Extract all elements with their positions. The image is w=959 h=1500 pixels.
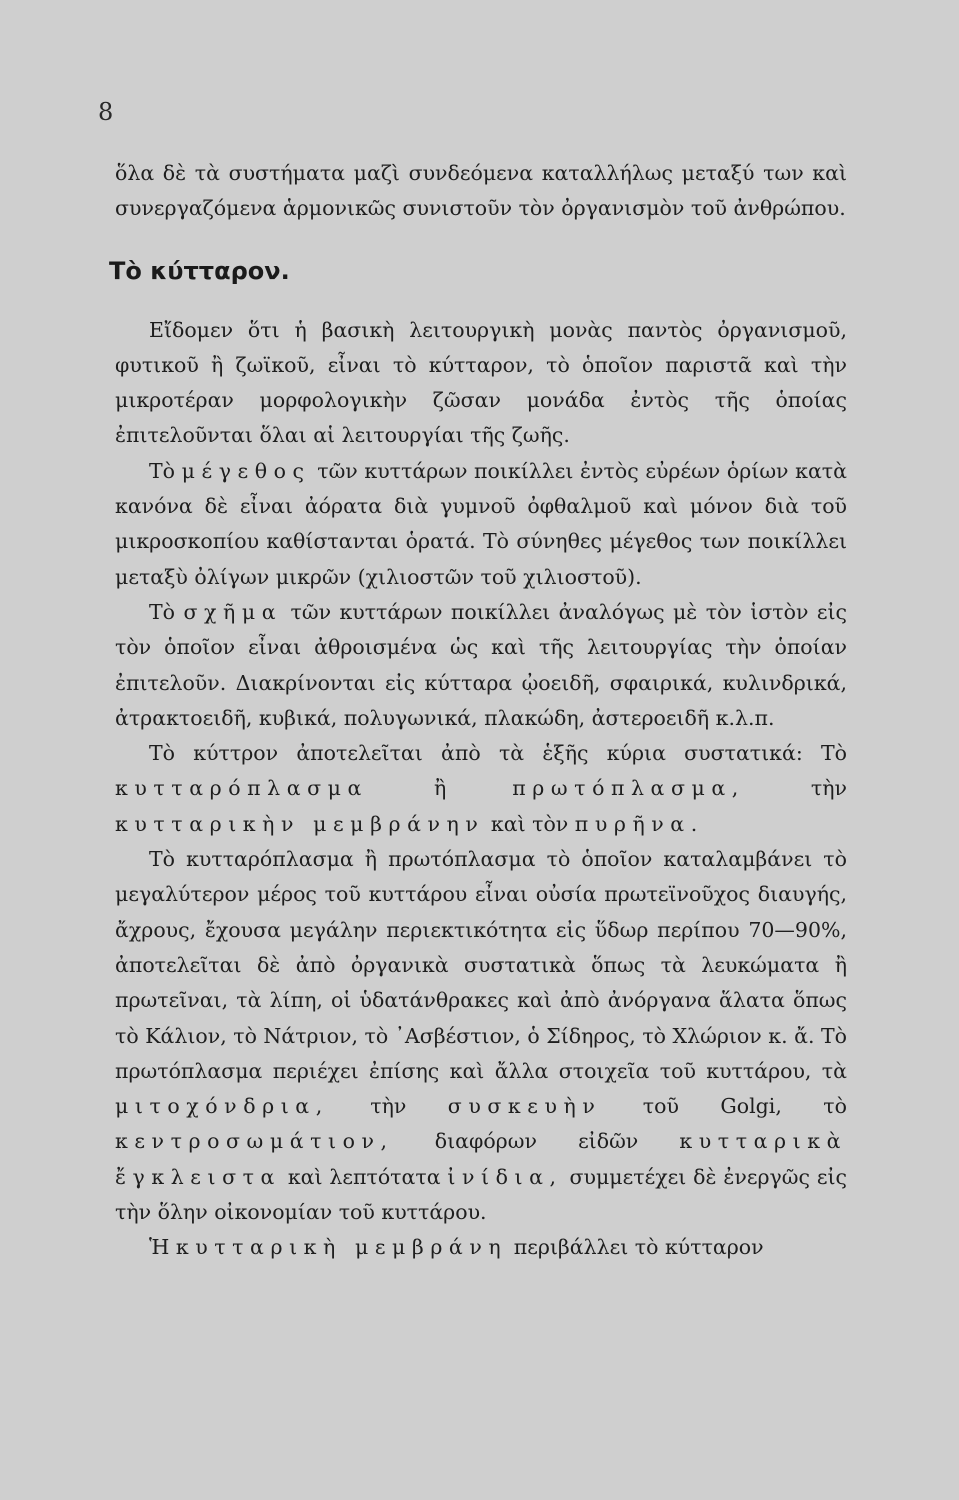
spaced-term-mitochondria: μιτοχόνδρια, [115, 1094, 329, 1119]
paragraph-cytoplasm [115, 842, 847, 1230]
spaced-term-apparatus: συσκευὴν [447, 1094, 602, 1119]
paragraph-cell-components [115, 736, 847, 842]
text-span: Τὸ κυτταρόπλασμα ἢ πρωτόπλασμα τὸ ὁποῖον καταλαμβάνει τὸ μεγαλύτερον μέρος τοῦ κυττάρου εἶναι οὐσία πρωτεϊνοῦχος διαυγής, ἄχρους, ἔχουσα μεγάλην περιεκτικότητα εἰς ὕδωρ περίπου 70—90%, ἀποτελεῖται δὲ ἀπὸ ὀργανικὰ συστατικὰ ὅπως τὰ λευκώματα ἢ πρωτεῖναι, τὰ λίπη, οἱ ὑδατάνθρακες καὶ ἀπὸ ἀνόργανα ἅλατα ὅπως τὸ Κάλιον, τὸ Νάτριον, τὸ ᾿Ασβέστιον, ὁ Σίδηρος, τὸ Χλώριον κ. ἄ. Τὸ πρωτόπλασμα περιέχει ἐπίσης καὶ ἄλλα στοιχεῖα τοῦ κυττάρου, τὰ [115, 847, 847, 1083]
text-span: καὶ λεπτότατα [280, 1164, 448, 1189]
spaced-term-membrane: κυτταρικὴν μεμβράνην [115, 811, 485, 836]
body-text [109, 156, 847, 1266]
text-span: καὶ τὸν [484, 811, 575, 836]
page-number: 8 [98, 98, 114, 126]
text-span: συμμετέχει δὲ ἐνεργῶς εἰς τὴν ὅλην οἰκονομίαν τοῦ κυττάρου. [115, 1164, 847, 1225]
text-span: Τὸ κύττρον ἀποτελεῖται ἀπὸ τὰ ἑξῆς κύρια συστατικά: Τὸ [149, 741, 847, 766]
paragraph-cell-membrane [115, 1230, 847, 1265]
spaced-term-cytoplasm: κυτταρόπλασμα [115, 776, 368, 801]
text-span: διαφόρων εἰδῶν [393, 1129, 680, 1154]
text-span: Τὸ [149, 599, 184, 624]
section-heading: Τὸ κύτταρον. [109, 256, 290, 285]
spaced-term-inclusions: κυτταρικὰ ἔγκλειστα [115, 1129, 847, 1189]
text-span: Τὸ [149, 458, 182, 483]
text-span: τῶν κυττάρων ποικίλλει ἀναλόγως μὲ τὸν ἱστὸν εἰς τὸν ὁποῖον εἶναι ἀθροισμένα ὡς καὶ τῆς λειτουργίας τὴν ὁποίαν ἐπιτελοῦν. Διακρίνονται εἰς κύτταρα ᾠοειδῆ, σφαιρικά, κυλινδρικά, ἀτρακτοειδῆ, κυβικά, πολυγωνικά, πλακώδη, ἀστεροειδῆ κ.λ.π. [115, 599, 847, 730]
spaced-term-protoplasm: πρωτόπλασμα, [512, 776, 745, 801]
paragraph-cell-shape [115, 595, 847, 736]
text-span: Ἡ [149, 1235, 176, 1260]
text-span: τοῦ Golgi, τὸ [601, 1094, 847, 1119]
spaced-term-centrosome: κεντροσωμάτιον, [115, 1129, 394, 1154]
spaced-term-nucleus: πυρῆνα. [574, 811, 704, 836]
text-span: τῶν κυττάρων ποικίλλει ἐντὸς εὐρέων ὁρίων κατὰ κανόνα δὲ εἶναι ἀόρατα διὰ γυμνοῦ ὀφθαλμοῦ καὶ μόνον διὰ τοῦ μικροσκοπίου καθίστανται ὁρατά. Τὸ σύνηθες μέγεθος των ποικίλλει μεταξὺ ὀλίγων μικρῶν (χιλιοστῶν τοῦ χιλιοστοῦ). [115, 458, 847, 589]
spaced-term-shape: σχῆμα [183, 599, 283, 624]
spaced-term-size: μέγεθος [181, 458, 311, 483]
text-span: τὴν [744, 776, 847, 801]
paragraph-cell-size [115, 454, 847, 595]
text-span: περιβάλλει τὸ κύτταρον [507, 1235, 764, 1260]
paragraph-cell-definition: Εἴδομεν ὅτι ἡ βασικὴ λειτουργικὴ μονὰς παντὸς ὀργανισμοῦ, φυτικοῦ ἢ ζωϊκοῦ, εἶναι τὸ κύτταρον, τὸ ὁποῖον παριστᾶ καὶ τὴν μικροτέραν μορφολογικὴν ζῶσαν μονάδα ἐντὸς τῆς ὁποίας ἐπιτελοῦνται ὅλαι αἱ λειτουργίαι τῆς ζωῆς. [115, 317, 847, 448]
paragraph-intro: ὅλα δὲ τὰ συστήματα μαζὶ συνδεόμενα καταλλήλως μεταξύ των καὶ συνεργαζόμενα ἁρμονικῶς συνιστοῦν τὸν ὀργανισμὸν τοῦ ἀνθρώπου. [115, 161, 847, 221]
text-span: ἢ [367, 776, 513, 801]
spaced-term-fibrils: ἰνίδια, [447, 1164, 563, 1189]
text-span: τὴν [328, 1094, 448, 1119]
spaced-term-cell-membrane: κυτταρικὴ μεμβράνη [175, 1235, 508, 1260]
